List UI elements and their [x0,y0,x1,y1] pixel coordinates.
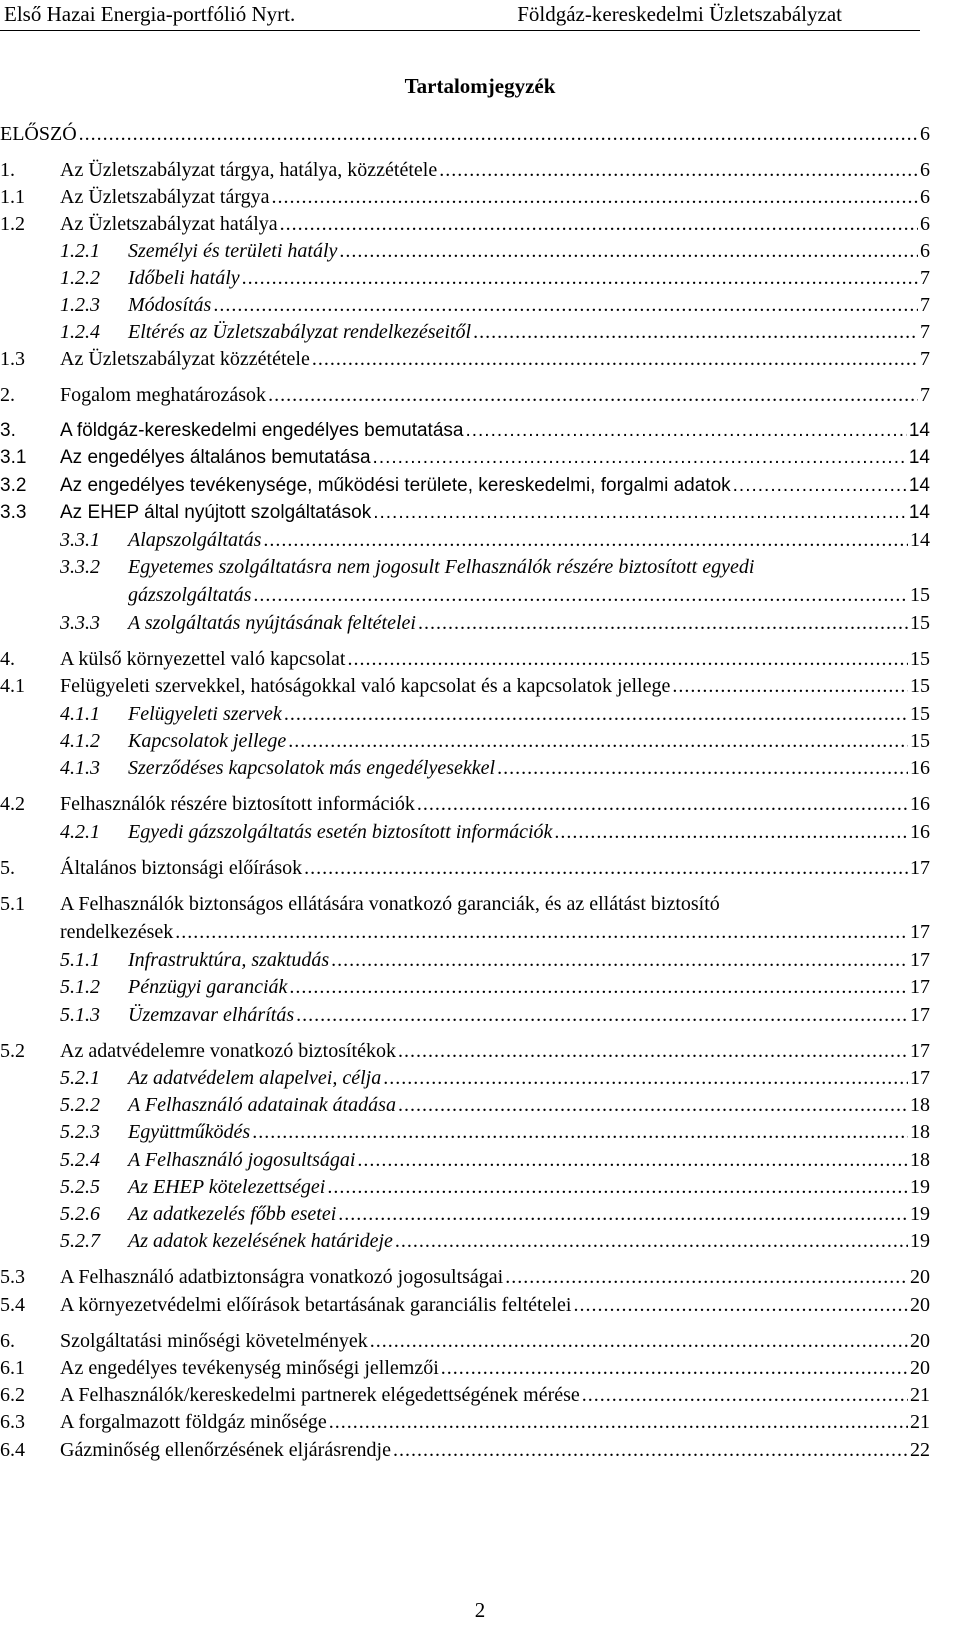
dot-leader [505,1263,908,1291]
toc-entry-title: A forgalmazott földgáz minősége [60,1411,327,1433]
toc-entry-title: A külső környezettel való kapcsolat [60,648,346,670]
toc-entry-number: 1.2.3 [60,294,100,316]
dot-leader [327,1173,908,1201]
toc-entry-title: Az EHEP kötelezettségei [128,1176,326,1198]
dot-leader [289,973,908,1001]
toc-entry-title: Kapcsolatok jellege [128,730,287,752]
toc-entry-page: 17 [910,1004,930,1026]
toc-entry-page: 20 [910,1357,930,1379]
toc-entry-number: 4.2 [0,793,25,815]
toc-entry-title: Felügyeleti szervek [128,703,282,725]
toc-entry-number: 6.3 [0,1411,25,1433]
header-company: Első Hazai Energia-portfólió Nyrt. [4,2,296,26]
toc-entry-number: 5.1.2 [60,976,100,998]
toc-entry-title: Az Üzletszabályzat tárgya [60,186,270,208]
dot-leader [465,417,906,445]
toc-entry-title: A földgáz-kereskedelmi engedélyes bemutatása [60,420,464,441]
dot-leader [398,1091,908,1119]
toc-entry-page: 17 [910,976,930,998]
dot-leader [554,818,908,846]
toc-entry-page: 17 [910,857,930,879]
toc-entry-page: 16 [910,793,930,815]
toc-entry-page: 15 [910,703,930,725]
toc-entry-number: 5.1 [0,893,25,915]
dot-leader [331,946,908,974]
toc-entry-page: 7 [920,384,930,406]
toc-entry-title: Az engedélyes általános bemutatása [60,447,371,468]
toc-entry-title: Az adatkezelés főbb esetei [128,1203,337,1225]
dot-leader [253,581,908,609]
toc-entry-number: 3.3.3 [60,612,100,634]
toc-entry-number: 4. [0,648,15,670]
toc-entry-page: 7 [920,294,930,316]
toc-entry-number: 1.2.4 [60,321,100,343]
toc-entry-page: 20 [910,1266,930,1288]
toc-entry-title: Az Üzletszabályzat tárgya, hatálya, közzététele [60,159,438,181]
dot-leader [347,645,908,673]
toc-entry-page: 7 [920,267,930,289]
dot-leader [242,264,918,292]
toc-entry-page: 16 [910,757,930,779]
toc-entry-number: 1.2.1 [60,240,100,262]
toc-entry-title: A Felhasználó jogosultságai [128,1149,356,1171]
toc-entry-title: A Felhasználó adatainak átadása [128,1094,396,1116]
toc-entry-page: 6 [920,213,930,235]
dot-leader [441,1354,908,1382]
toc-entry-page: 7 [920,321,930,343]
toc-entry-title: Az adatvédelemre vonatkozó biztosítékok [60,1040,396,1062]
toc-entry-title: Egyetemes szolgáltatásra nem jogosult Felhasználók részére biztosított egyedi [128,556,755,578]
toc-entry-title: Gázminőség ellenőrzésének eljárásrendje [60,1439,391,1461]
toc-entry-title: Szolgáltatási minőségi követelmények [60,1330,368,1352]
toc-entry-page: 15 [910,612,930,634]
dot-leader [296,1001,908,1029]
toc-entry-page: 6 [920,186,930,208]
toc-entry-number: 5.2.5 [60,1176,100,1198]
toc-entry-title: A szolgáltatás nyújtásának feltételei [128,612,416,634]
toc-entry-page: 22 [910,1439,930,1461]
dot-leader [373,444,907,472]
page-header [0,0,960,40]
toc-entry-number: 5.2.2 [60,1094,100,1116]
toc-entry-title: Fogalom meghatározások [60,384,267,406]
toc-entry-number: 5. [0,857,15,879]
toc-entry-number: 3.3 [0,502,27,523]
toc-entry-title: A környezetvédelmi előírások betartásának garanciális feltételei [60,1294,572,1316]
toc-entry-title: Infrastruktúra, szaktudás [128,949,330,971]
toc-entry-title: Az Üzletszabályzat közzététele [60,348,310,370]
dot-leader [272,183,918,211]
toc-entry-number: 5.2.1 [60,1067,100,1089]
toc-entry-title: Együttműködés [128,1121,251,1143]
toc-entry-title: Alapszolgáltatás [128,529,262,551]
dot-leader [329,1408,908,1436]
toc-entry-title: Az engedélyes tevékenység minőségi jellemzői [60,1357,439,1379]
dot-leader [79,120,918,148]
toc-entry-number: 1.2 [0,213,25,235]
toc-entry-number: 4.1.2 [60,730,100,752]
toc-entry-page: 6 [920,240,930,262]
toc-entry-title: Pénzügyi garanciák [128,976,288,998]
dot-leader [672,672,908,700]
dot-leader [338,1200,908,1228]
toc-entry-number: 5.2.6 [60,1203,100,1225]
dot-leader [398,1037,908,1065]
dot-leader [280,210,918,238]
dot-leader [383,1064,908,1092]
toc-entry-number: 6.4 [0,1439,25,1461]
header-document-title: Földgáz-kereskedelmi Üzletszabályzat [517,2,842,26]
toc-entry-title: rendelkezések [60,921,174,943]
dot-leader [418,609,908,637]
toc-entry-page: 6 [920,159,930,181]
toc-entry-number: 5.1.3 [60,1004,100,1026]
toc-entry-page: 15 [910,584,930,606]
toc-entry-title: Az Üzletszabályzat hatálya [60,213,278,235]
toc-entry-title: ELŐSZÓ [0,123,77,145]
toc-entry-title: Egyedi gázszolgáltatás esetén biztosított információk [128,821,553,843]
dot-leader [304,854,908,882]
toc-entry-title: Az engedélyes tevékenysége, működési területe, kereskedelmi, forgalmi adatok [60,475,731,496]
toc-entry-page: 19 [910,1176,930,1198]
toc-entry-page: 18 [910,1094,930,1116]
toc-entry-number: 3.2 [0,475,27,496]
toc-entry-number: 5.1.1 [60,949,100,971]
toc-entry-page: 19 [910,1203,930,1225]
dot-leader [373,499,907,527]
toc-entry-number: 5.3 [0,1266,25,1288]
toc-entry-title: A Felhasználók biztonságos ellátására vonatkozó garanciák, és az ellátást biztosító [60,893,720,915]
toc-entry-number: 6.1 [0,1357,25,1379]
dot-leader [582,1381,908,1409]
toc-entry-number: 5.2 [0,1040,25,1062]
toc-entry-title: Üzemzavar elhárítás [128,1004,295,1026]
dot-leader [417,790,908,818]
toc-entry-title: Eltérés az Üzletszabályzat rendelkezéseitől [128,321,472,343]
toc-entry-page: 20 [910,1330,930,1352]
toc-entry-title: A Felhasználó adatbiztonságra vonatkozó jogosultságai [60,1266,504,1288]
toc-entry-title: Személyi és területi hatály [128,240,338,262]
toc-entry-number: 5.2.7 [60,1230,100,1252]
header-rule [0,30,920,31]
toc-entry-page: 16 [910,821,930,843]
toc-entry-number: 4.1 [0,675,25,697]
dot-leader [370,1327,908,1355]
dot-leader [733,472,907,500]
toc-entry-title: Az EHEP által nyújtott szolgáltatások [60,502,372,523]
dot-leader [339,237,918,265]
toc-entry-page: 14 [908,420,930,441]
toc-entry-page: 18 [910,1149,930,1171]
toc-entry-page: 6 [920,123,930,145]
toc-entry-number: 5.2.3 [60,1121,100,1143]
toc-entry-title: Felügyeleti szervekkel, hatóságokkal való kapcsolat és a kapcsolatok jellege [60,675,671,697]
dot-leader [497,754,908,782]
toc-entry-number: 3. [0,420,16,441]
toc-entry-title: gázszolgáltatás [128,584,252,606]
dot-leader [357,1146,908,1174]
toc-entry-title: Időbeli hatály [128,267,240,289]
toc-entry-title: Felhasználók részére biztosított információk [60,793,415,815]
toc-entry-title: Módosítás [128,294,212,316]
toc-entry-number: 4.1.1 [60,703,100,725]
toc-entry-page: 20 [910,1294,930,1316]
page-number: 2 [474,1598,486,1622]
dot-leader [252,1118,908,1146]
toc-entry-page: 21 [910,1384,930,1406]
toc-entry-page: 14 [908,447,930,468]
toc-entry-number: 1.1 [0,186,25,208]
toc-entry-number: 6. [0,1330,15,1352]
dot-leader [473,318,918,346]
toc-entry-page: 15 [910,675,930,697]
toc-entry-number: 4.2.1 [60,821,100,843]
dot-leader [175,918,908,946]
toc-entry-page: 17 [910,921,930,943]
toc-entry-title: A Felhasználók/kereskedelmi partnerek elégedettségének mérése [60,1384,580,1406]
toc-entry-page: 15 [910,648,930,670]
toc-entry-page: 19 [910,1230,930,1252]
toc-entry-page: 17 [910,1067,930,1089]
dot-leader [213,291,918,319]
dot-leader [439,156,918,184]
toc-entry-page: 17 [910,949,930,971]
toc-entry-page: 14 [908,475,930,496]
toc-entry-page: 14 [910,529,930,551]
dot-leader [284,700,908,728]
toc-entry-page: 18 [910,1121,930,1143]
dot-leader [312,345,918,373]
toc-entry-number: 3.3.2 [60,556,100,578]
toc-entry-title: Az adatvédelem alapelvei, célja [128,1067,382,1089]
toc-entry-number: 4.1.3 [60,757,100,779]
dot-leader [395,1227,908,1255]
dot-leader [268,381,918,409]
toc-entry-title: Általános biztonsági előírások [60,857,303,879]
toc-entry-number: 1.3 [0,348,25,370]
toc-entry-number: 3.3.1 [60,529,100,551]
dot-leader [288,727,908,755]
toc-entry-number: 6.2 [0,1384,25,1406]
toc-entry-number: 3.1 [0,447,27,468]
toc-entry-page: 7 [920,348,930,370]
toc-entry-page: 21 [910,1411,930,1433]
toc-entry-number: 2. [0,384,15,406]
toc-entry-number: 5.2.4 [60,1149,100,1171]
toc-entry-number: 1.2.2 [60,267,100,289]
toc-entry-page: 15 [910,730,930,752]
dot-leader [393,1436,908,1464]
toc-entry-page: 14 [908,502,930,523]
toc-entry-title: Szerződéses kapcsolatok más engedélyesekkel [128,757,496,779]
dot-leader [263,526,908,554]
toc-entry-title: Az adatok kezelésének határideje [128,1230,393,1252]
dot-leader [573,1291,908,1319]
toc-entry-number: 5.4 [0,1294,25,1316]
toc-title: Tartalomjegyzék [404,74,556,98]
toc-entry-number: 1. [0,159,15,181]
toc-entry-page: 17 [910,1040,930,1062]
